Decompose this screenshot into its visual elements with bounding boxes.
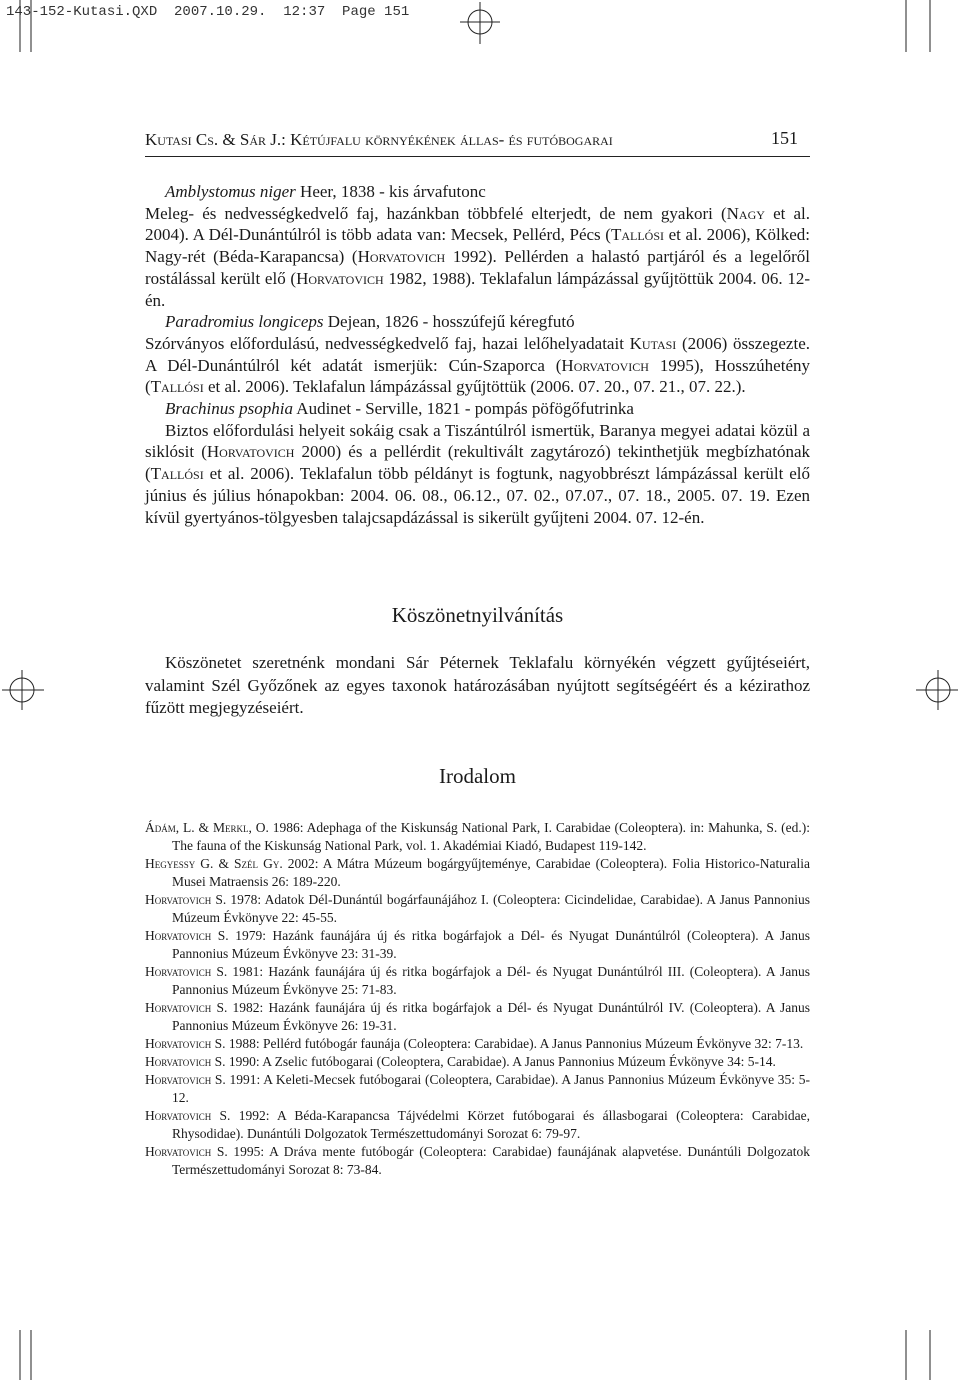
text-run: S. 1992: A Béda-Karapancsa Tájvédelmi Körzet futóbogarai és állasbogarai (Coleoptera: Carabidae, Rhysodidae). Dunántúli Dolgozatok Természettudományi Sorozat 6: 79-97. — [172, 1108, 810, 1141]
author-name: Horvatovich — [145, 1054, 212, 1069]
text-run: , O. 1986: Adephaga of the Kiskunság National Park, I. Carabidae (Coleoptera). in: Mahunka, S. (ed.): The fauna of the Kiskunság National Park, vol. 1. Akadémiai Kiadó, Budapest 119-142. — [172, 820, 810, 853]
reference-item — [145, 1107, 810, 1143]
running-head — [145, 128, 810, 157]
author-name: Tallósi — [610, 225, 665, 245]
author-name: Tallósi — [150, 377, 204, 397]
reference-item — [145, 1053, 810, 1071]
author-name: Horvatovich — [145, 892, 212, 907]
author-name: Horvatovich — [357, 247, 446, 267]
author-name: Horvatovich — [145, 964, 212, 979]
running-head-title: Kutasi Cs. & Sár J.: Kétújfalu környékének állas- és futóbogarai — [145, 130, 613, 149]
species-description — [145, 333, 810, 398]
text-run: S. 1981: Hazánk faunájára új és ritka bogárfajok a Dél- és Nyugat Dunántúlról III. (Coleoptera). A Janus Pannonius Múzeum Évkönyve 25: 71-83. — [172, 964, 810, 997]
text-run: 1995), Hosszúhetény ( — [145, 355, 810, 397]
species-description — [145, 420, 810, 529]
text-run: 2000) és a pellérdit (rekultivált zagytározó) tekinthetjük megbízhatónak ( — [145, 442, 811, 484]
italic-text: Paradromius longiceps — [165, 312, 324, 332]
text-run: 2002: A Mátra Múzeum bogárgyűjteménye, Carabidae (Coleoptera). Folia Historico-Naturalia Musei Matraensis 26: 189-220. — [172, 856, 810, 889]
author-name: Horvatovich — [296, 268, 384, 288]
reference-item — [145, 819, 810, 855]
reference-item — [145, 1035, 810, 1053]
references-heading: Irodalom — [439, 764, 516, 788]
text-run: S. 1978: Adatok Dél-Dunántúl bogárfaunájához I. (Coleoptera: Cicindelidae, Carabidae). A Janus Pannonius Múzeum Évkönyve 22: 45-55. — [172, 892, 810, 925]
text-run: Dejean, 1826 - hosszúfejű kéregfutó — [323, 312, 575, 332]
text-run: 1982, 1988). Teklafalun lámpázással gyűjtöttük 2004. 06. 12-én. — [145, 268, 810, 310]
text-run: S. 1990: A Zselic futóbogarai (Coleoptera, Carabidae). A Janus Pannonius Múzeum Évkönyve 34: 5-14. — [211, 1054, 776, 1069]
reference-item — [145, 1071, 810, 1107]
text-run: Audinet - Serville, 1821 - pompás pöfögőfutrinka — [292, 399, 634, 419]
author-name: Horvatovich — [561, 355, 649, 375]
reference-list — [145, 819, 810, 1179]
text-run: (2006) összegezte. A Dél-Dunántúlról két adatát ismerjük: Cún-Szaporca ( — [145, 333, 810, 375]
page-number: 151 — [771, 128, 798, 148]
file-slug-line: 143-152-Kutasi.QXD 2007.10.29. 12:37 Page 151 — [6, 4, 410, 20]
species-heading — [145, 181, 810, 203]
text-run: et al. 2006). Teklafalun több példányt is fogtunk, nagyobbrészt lámpázással került elő június és július hónapokban: 2004. 06. 08., 06.12., 07. 02., 07.07., 07. 18., 2005. 07. 19. Ezen kívül gyertyános-tölgyesben talajcsapdázással is sikerült gyűjteni 2004. 07. 12-én. — [145, 464, 810, 527]
reference-item — [145, 999, 810, 1035]
text-run: et al. 2006). Teklafalun lámpázással gyűjtöttük (2006. 07. 20., 07. 21., 07. 22.). — [203, 377, 746, 397]
author-name: Horvatovich — [145, 928, 212, 943]
text-run: et al. 2004). A Dél-Dunántúlról is több adata van: Mecsek, Pellérd, Pécs ( — [145, 203, 810, 245]
text-run: 1992). Pellérden a halastó partjáról és a legelőről rostálással került elő ( — [145, 247, 810, 288]
author-name: Horvatovich — [145, 1072, 212, 1087]
text-run: S. 1979: Hazánk faunájára új és ritka bogárfajok a Dél- és Nyugat Dunántúlról (Coleoptera). A Janus Pannonius Múzeum Évkönyve 23: 31-39. — [172, 928, 810, 961]
reference-item — [145, 1143, 810, 1179]
text-run: , L. & — [175, 820, 213, 835]
text-run: et al. 2006), Kölked: Nagy-rét (Béda-Karapancsa) ( — [145, 225, 810, 267]
reference-item — [145, 963, 810, 999]
author-name: Nagy — [726, 203, 765, 223]
reference-item — [145, 891, 810, 927]
author-name: Horvatovich — [145, 1036, 212, 1051]
acknowledgements-text: Köszönetet szeretnénk mondani Sár Péternek Teklafalu környékén végzett gyűjtéseiért, valamint Szél Győzőnek az egyes taxonok határozásában nyújtott segítségéért és a kézirathoz fűzött megjegyzéseiért. — [145, 653, 810, 717]
acknowledgements-heading: Köszönetnyilvánítás — [391, 603, 564, 627]
species-heading — [145, 398, 810, 420]
author-name: Horvatovich — [145, 1144, 212, 1159]
italic-text: Amblystomus niger — [165, 182, 296, 201]
text-run: Meleg- és nedvességkedvelő faj, hazánkban többfelé elterjedt, de nem gyakori ( — [145, 203, 727, 223]
text-run: S. 1988: Pellérd futóbogár faunája (Coleoptera: Carabidae). A Janus Pannonius Múzeum Évkönyve 32: 7-13. — [211, 1036, 804, 1051]
text-run: S. 1982: Hazánk faunájára új és ritka bogárfajok a Dél- és Nyugat Dunántúlról IV. (Coleoptera). A Janus Pannonius Múzeum Évkönyve 26: 19-31. — [172, 1000, 810, 1033]
author-name: Ádám — [145, 820, 176, 835]
text-run: Heer, 1838 - kis árvafutonc — [295, 182, 486, 201]
text-run: S. 1991: A Keleti-Mecsek futóbogarai (Coleoptera, Carabidae). A Janus Pannonius Múzeum Évkönyve 35: 5-12. — [172, 1072, 810, 1105]
text-run: Szórványos előfordulású, nedvességkedvelő faj, hazai lelőhelyadatait — [145, 333, 630, 353]
reference-item — [145, 855, 810, 891]
species-accounts — [145, 181, 810, 528]
author-name: Kutasi — [629, 333, 677, 353]
author-name: Horvatovich — [206, 442, 295, 462]
italic-text: Brachinus psophia — [165, 399, 293, 419]
text-run: Biztos előfordulási helyeit sokáig csak a Tiszántúlról ismertük, Baranya megyei adatai közül a siklósit ( — [145, 420, 810, 462]
species-heading — [145, 311, 810, 333]
author-name: Horvatovich — [145, 1108, 212, 1123]
author-name: Horvatovich — [145, 1000, 212, 1015]
text-run: S. 1995: A Dráva mente futóbogár (Coleoptera: Carabidae) faunájának alapvetése. Dunántúli Dolgozatok Természettudományi Sorozat 8: 73-84. — [172, 1144, 810, 1177]
reference-item — [145, 927, 810, 963]
author-name: Tallósi — [150, 464, 204, 484]
author-name: Hegyessy G. & Szél Gy. — [145, 856, 283, 871]
author-name: Merkl — [212, 820, 249, 835]
species-description — [145, 203, 810, 312]
